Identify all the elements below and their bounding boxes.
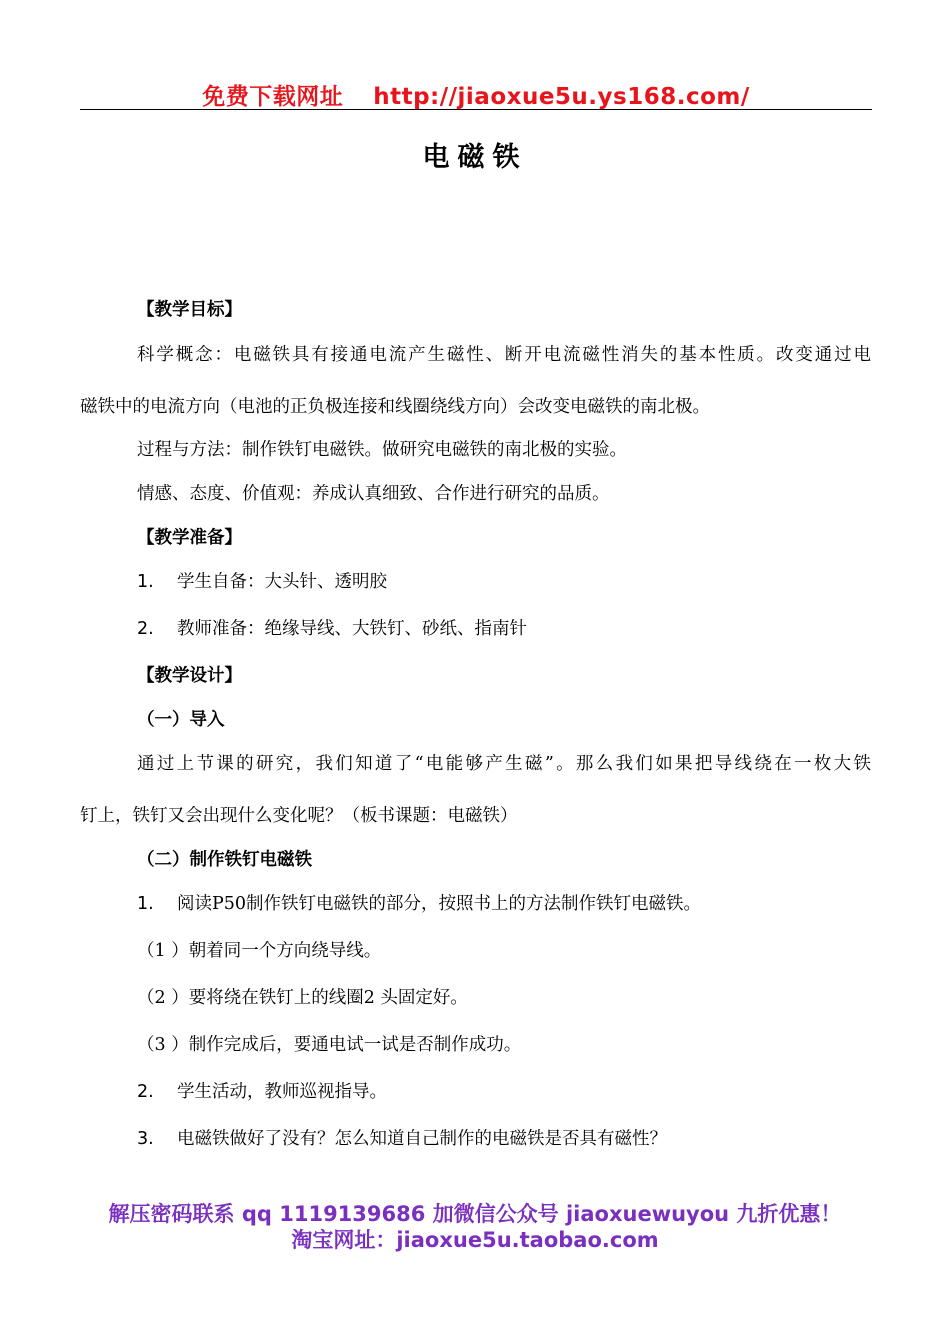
list-number: 1. <box>137 572 154 592</box>
part2-heading: （二）制作铁钉电磁铁 <box>137 850 312 870</box>
footer-taobao-link[interactable]: 淘宝网址：jiaoxue5u.taobao.com <box>291 1228 659 1252</box>
list-number: 3. <box>137 1129 154 1149</box>
page-title: 电磁铁 <box>422 142 528 173</box>
download-label: 免费下载网址 <box>202 84 344 110</box>
list-text: 学生自备：大头针、透明胶 <box>177 572 387 592</box>
intro-line-2: 钉上，铁钉又会出现什么变化呢？（板书课题：电磁铁） <box>80 806 518 826</box>
process-line: 过程与方法：制作铁钉电磁铁。做研究电磁铁的南北极的实验。 <box>137 440 627 460</box>
step-2 <box>137 1080 387 1104</box>
list-number: 1. <box>137 894 154 914</box>
list-text: 阅读P50制作铁钉电磁铁的部分，按照书上的方法制作铁钉电磁铁。 <box>177 894 702 914</box>
download-banner <box>80 78 872 108</box>
header-divider <box>80 109 872 110</box>
list-number: 2. <box>137 619 154 639</box>
preparation-heading: 【教学准备】 <box>137 528 242 548</box>
list-text: 学生活动，教师巡视指导。 <box>177 1082 387 1102</box>
sub-step-3: （3 ）制作完成后，要通电试一试是否制作成功。 <box>137 1035 522 1055</box>
concept-line-2: 磁铁中的电流方向（电池的正负极连接和线圈绕线方向）会改变电磁铁的南北极。 <box>80 397 710 417</box>
step-3 <box>137 1127 667 1151</box>
list-text: 教师准备：绝缘导线、大铁钉、砂纸、指南针 <box>177 619 527 639</box>
step-1 <box>137 892 701 916</box>
concept-line-1: 科学概念：电磁铁具有接通电流产生磁性、断开电流磁性消失的基本性质。改变通过电 <box>137 345 871 365</box>
sub-step-1: （1 ）朝着同一个方向绕导线。 <box>137 941 382 961</box>
list-text: 电磁铁做好了没有？怎么知道自己制作的电磁铁是否具有磁性？ <box>177 1129 667 1149</box>
preparation-item-2 <box>137 617 527 641</box>
list-number: 2. <box>137 1082 154 1102</box>
footer-contact: 解压密码联系 qq 1119139686 加微信公众号 jiaoxuewuyou 九折优惠！ <box>108 1202 842 1226</box>
sub-step-2: （2 ）要将绕在铁钉上的线圈2 头固定好。 <box>137 988 468 1008</box>
objectives-heading: 【教学目标】 <box>137 300 242 320</box>
intro-line-1: 通过上节课的研究，我们知道了“电能够产生磁”。那么我们如果把导线绕在一枚大铁 <box>137 754 871 774</box>
download-url-link[interactable]: http://jiaoxue5u.ys168.com/ <box>373 84 750 110</box>
preparation-item-1 <box>137 570 387 594</box>
attitude-line: 情感、态度、价值观：养成认真细致、合作进行研究的品质。 <box>137 484 610 504</box>
design-heading: 【教学设计】 <box>137 666 242 686</box>
part1-heading: （一）导入 <box>137 710 225 730</box>
